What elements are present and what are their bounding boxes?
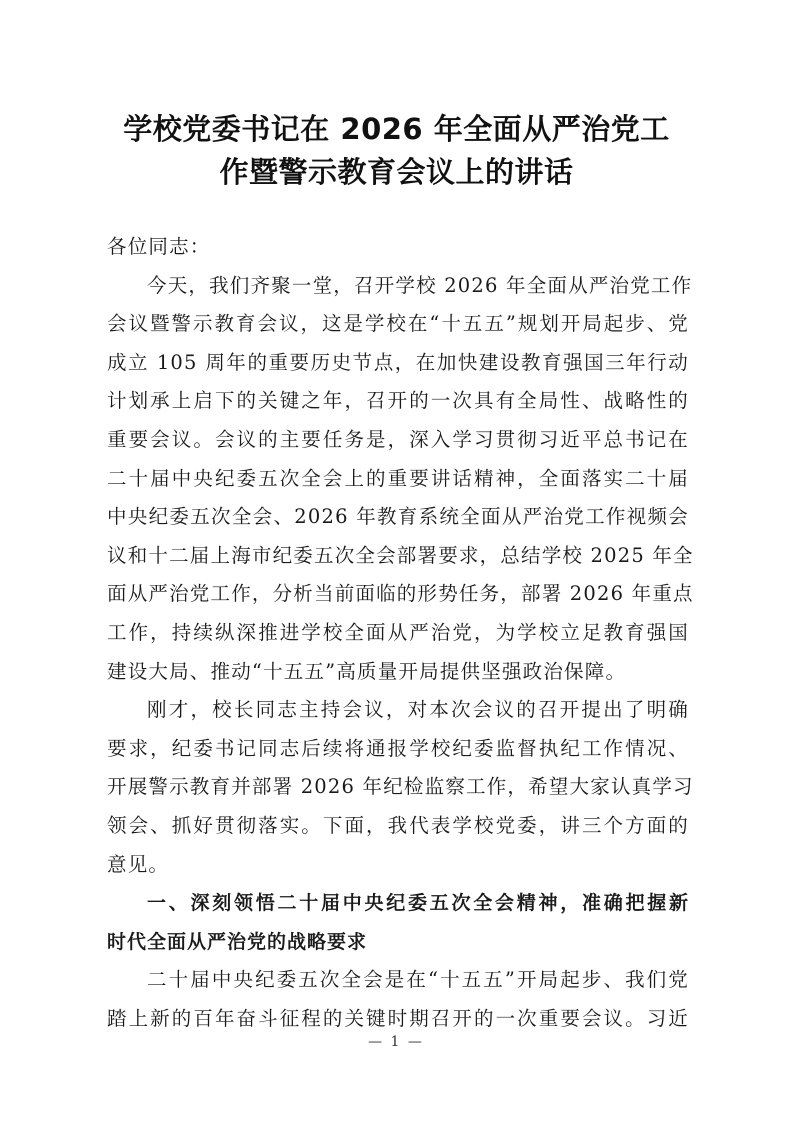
section-heading-1 bbox=[107, 884, 689, 961]
text-line: 工作，持续纵深推进学校全面从严治党，为学校立足教育强国 bbox=[107, 620, 689, 644]
heading-line: 时代全面从严治党的战略要求 bbox=[107, 930, 368, 953]
paragraph-section-1 bbox=[107, 961, 689, 1038]
text-line: 意见。 bbox=[107, 852, 170, 876]
text-line: 成立 105 周年的重要历史节点，在加快建设教育强国三年行动 bbox=[107, 350, 689, 374]
text-line: 会议暨警示教育会议，这是学校在“十五五”规划开局起步、党 bbox=[107, 312, 689, 336]
text-line: 二十届中央纪委五次全会上的重要讲话精神，全面落实二十届 bbox=[107, 466, 689, 490]
text-line: 面从严治党工作，分析当前面临的形势任务，部署 2026 年重点 bbox=[107, 582, 694, 606]
heading-line: 一、深刻领悟二十届中央纪委五次全会精神，准确把握新 bbox=[147, 892, 689, 915]
text-line: 计划承上启下的关键之年，召开的一次具有全局性、战略性的 bbox=[107, 389, 689, 413]
document-title bbox=[100, 108, 693, 194]
text-line: 重要会议。会议的主要任务是，深入学习贯彻习近平总书记在 bbox=[107, 427, 689, 451]
title-line: 学校党委书记在 2026 年全面从严治党工 bbox=[123, 112, 670, 146]
text-line: 二十届中央纪委五次全会是在“十五五”开局起步、我们党 bbox=[147, 968, 689, 992]
text-line: 今天，我们齐聚一堂，召开学校 2026 年全面从严治党工作 bbox=[147, 273, 693, 297]
salutation bbox=[107, 228, 689, 267]
text-line: 要求，纪委书记同志后续将通报学校纪委监督执纪工作情况、 bbox=[107, 736, 689, 760]
text-line: 中央纪委五次全会、2026 年教育系统全面从严治党工作视频会 bbox=[107, 505, 689, 529]
salutation-text: 各位同志： bbox=[107, 235, 211, 258]
document-body bbox=[107, 228, 694, 1038]
text-line: 议和十二届上海市纪委五次全会部署要求，总结学校 2025 年全 bbox=[107, 543, 694, 567]
text-line: 踏上新的百年奋斗征程的关键时期召开的一次重要会议。习近 bbox=[107, 1006, 689, 1030]
paragraph-meeting-arrangement bbox=[107, 691, 694, 884]
paragraph-opening bbox=[107, 267, 694, 692]
page-number: — 1 — bbox=[368, 1034, 424, 1050]
text-line: 开展警示教育并部署 2026 年纪检监察工作，希望大家认真学习 bbox=[107, 775, 694, 799]
title-line: 作暨警示教育会议上的讲话 bbox=[219, 155, 574, 189]
text-line: 建设大局、推动“十五五”高质量开局提供坚强政治保障。 bbox=[107, 659, 627, 683]
text-line: 刚才，校长同志主持会议，对本次会议的召开提出了明确 bbox=[147, 698, 689, 722]
text-line: 领会、抓好贯彻落实。下面，我代表学校党委，讲三个方面的 bbox=[107, 813, 689, 837]
